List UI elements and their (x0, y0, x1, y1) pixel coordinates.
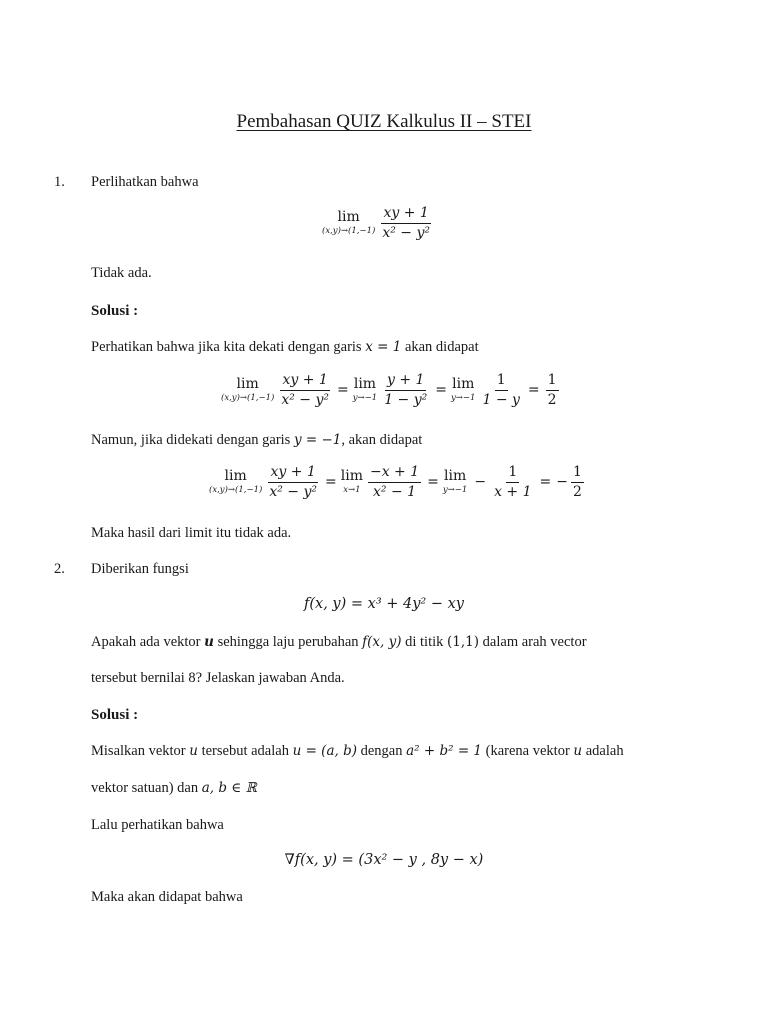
text-span: Namun, jika didekati dengan garis (91, 432, 291, 448)
problem-1-prompt: Perlihatkan bahwa (91, 174, 199, 190)
solution-2-line-3: Lalu perhatikan bahwa (91, 817, 224, 833)
equation-2 (209, 465, 586, 499)
math-inline: u (204, 634, 214, 650)
fraction-numerator: 1 (571, 465, 584, 483)
limit-operator (221, 377, 274, 403)
fraction-denominator: 2 (572, 483, 582, 500)
text-span: di titik (405, 634, 444, 650)
problem-number-1: 1. (54, 174, 65, 190)
solution-label-1: Solusi : (91, 303, 139, 319)
solution-label-2: Solusi : (91, 707, 139, 723)
math-inline: u = (a, b) (292, 743, 357, 759)
fraction (368, 465, 421, 499)
lim-text: lim (340, 468, 363, 485)
problem-1-conclusion: Maka hasil dari limit itu tidak ada. (91, 525, 292, 541)
math-inline: a, b ∈ ℝ (201, 780, 257, 796)
limit-operator (353, 377, 377, 403)
text-span: adalah (585, 743, 624, 759)
solution-1-line-2 (91, 432, 422, 449)
solution-2-line-1 (91, 743, 624, 760)
lim-subscript: y→−1 (451, 393, 476, 404)
fraction-numerator: 1 (546, 373, 559, 391)
limit-operator (451, 377, 475, 403)
gradient-equation: ∇f(x, y) = (3x² − y , 8y − x) (284, 852, 484, 868)
solution-2-line-2 (91, 780, 257, 797)
page-title: Pembahasan QUIZ Kalkulus II – STEI (236, 111, 532, 132)
fraction-denominator: 1 − y² (384, 391, 428, 408)
fraction (267, 465, 319, 499)
text-span: (karena vektor (485, 743, 570, 759)
equals-sign: = (337, 382, 349, 399)
equals-sign: = (527, 382, 540, 399)
lim-text: lim (443, 468, 467, 485)
fraction-denominator: x² − 1 (373, 483, 417, 500)
lim-text: lim (236, 376, 259, 393)
fraction-denominator: x² − y² (382, 224, 430, 241)
math-inline: x = 1 (365, 339, 402, 355)
lim-subscript: y→−1 (352, 393, 378, 404)
problem-2-question-line-2: tersebut bernilai 8? Jelaskan jawaban Anda. (91, 670, 345, 686)
lim-text: lim (224, 468, 247, 485)
lim-subscript: x→1 (343, 485, 361, 496)
fraction-denominator: x² − y² (269, 483, 317, 500)
math-inline: y = −1 (293, 432, 342, 448)
function-definition: f(x, y) = x³ + 4y² − xy (304, 596, 464, 612)
limit-operator (322, 210, 375, 236)
result-fraction (571, 465, 584, 499)
text-span: Perhatikan bahwa jika kita dekati dengan garis (91, 339, 362, 355)
lim-subscript: y→−1 (442, 485, 468, 496)
solution-1-line-1 (91, 339, 479, 356)
lim-text: lim (353, 376, 377, 393)
limit-operator (209, 469, 262, 495)
math-inline: a² + b² = 1 (406, 743, 483, 759)
solution-2-line-4: Maka akan didapat bahwa (91, 889, 243, 905)
fraction (492, 465, 533, 499)
equation-1 (221, 373, 561, 407)
fraction-numerator: xy + 1 (280, 373, 329, 391)
minus-sign: − (474, 474, 487, 491)
fraction-numerator: xy + 1 (268, 465, 317, 483)
text-span: dengan (360, 743, 403, 759)
problem-2-question-line-1 (91, 634, 587, 651)
fraction-denominator: 2 (547, 391, 557, 408)
lim-text: lim (337, 209, 360, 226)
equals-sign: = (427, 474, 439, 491)
math-inline: u (189, 743, 198, 759)
fraction-numerator: y + 1 (385, 373, 426, 391)
problem-number-2: 2. (54, 561, 65, 577)
math-inline: f(x, y) (362, 634, 402, 650)
fraction (382, 373, 429, 407)
lim-subscript: (x,y)→(1,−1) (209, 485, 263, 496)
fraction-numerator: 1 (495, 373, 508, 391)
fraction (279, 373, 331, 407)
math-inline: (1,1) (447, 634, 480, 650)
equals-sign: = (435, 382, 447, 399)
fraction-denominator: x + 1 (494, 483, 532, 500)
text-span: , akan didapat (341, 432, 423, 448)
limit-operator (443, 469, 467, 495)
lim-subscript: (x,y)→(1,−1) (221, 393, 275, 404)
limit-operator (341, 469, 363, 495)
text-span: akan didapat (404, 339, 479, 355)
fraction-numerator: xy + 1 (381, 206, 430, 224)
text-span: dalam arah vector (482, 634, 587, 650)
result-fraction (546, 373, 559, 407)
limit-fraction (380, 206, 432, 240)
fraction-denominator: 1 − y (482, 391, 520, 408)
fraction-numerator: 1 (506, 465, 519, 483)
equals-sign: = (539, 474, 552, 491)
fraction (480, 373, 521, 407)
equals-sign: = (325, 474, 337, 491)
text-span: sehingga laju perubahan (217, 634, 359, 650)
minus-sign: − (556, 474, 568, 491)
text-span: Apakah ada vektor (91, 634, 201, 650)
math-inline: u (573, 743, 583, 759)
lim-subscript: (x,y)→(1,−1) (322, 226, 376, 237)
limit-expression (322, 206, 434, 240)
fraction-denominator: x² − y² (281, 391, 329, 408)
text-span: vektor satuan) dan (91, 780, 199, 796)
text-span: tersebut adalah (201, 743, 289, 759)
text-span: Misalkan vektor (91, 743, 186, 759)
problem-1-statement: Tidak ada. (91, 265, 152, 281)
lim-text: lim (452, 376, 475, 393)
fraction-numerator: −x + 1 (368, 465, 421, 483)
problem-2-prompt: Diberikan fungsi (91, 561, 189, 577)
